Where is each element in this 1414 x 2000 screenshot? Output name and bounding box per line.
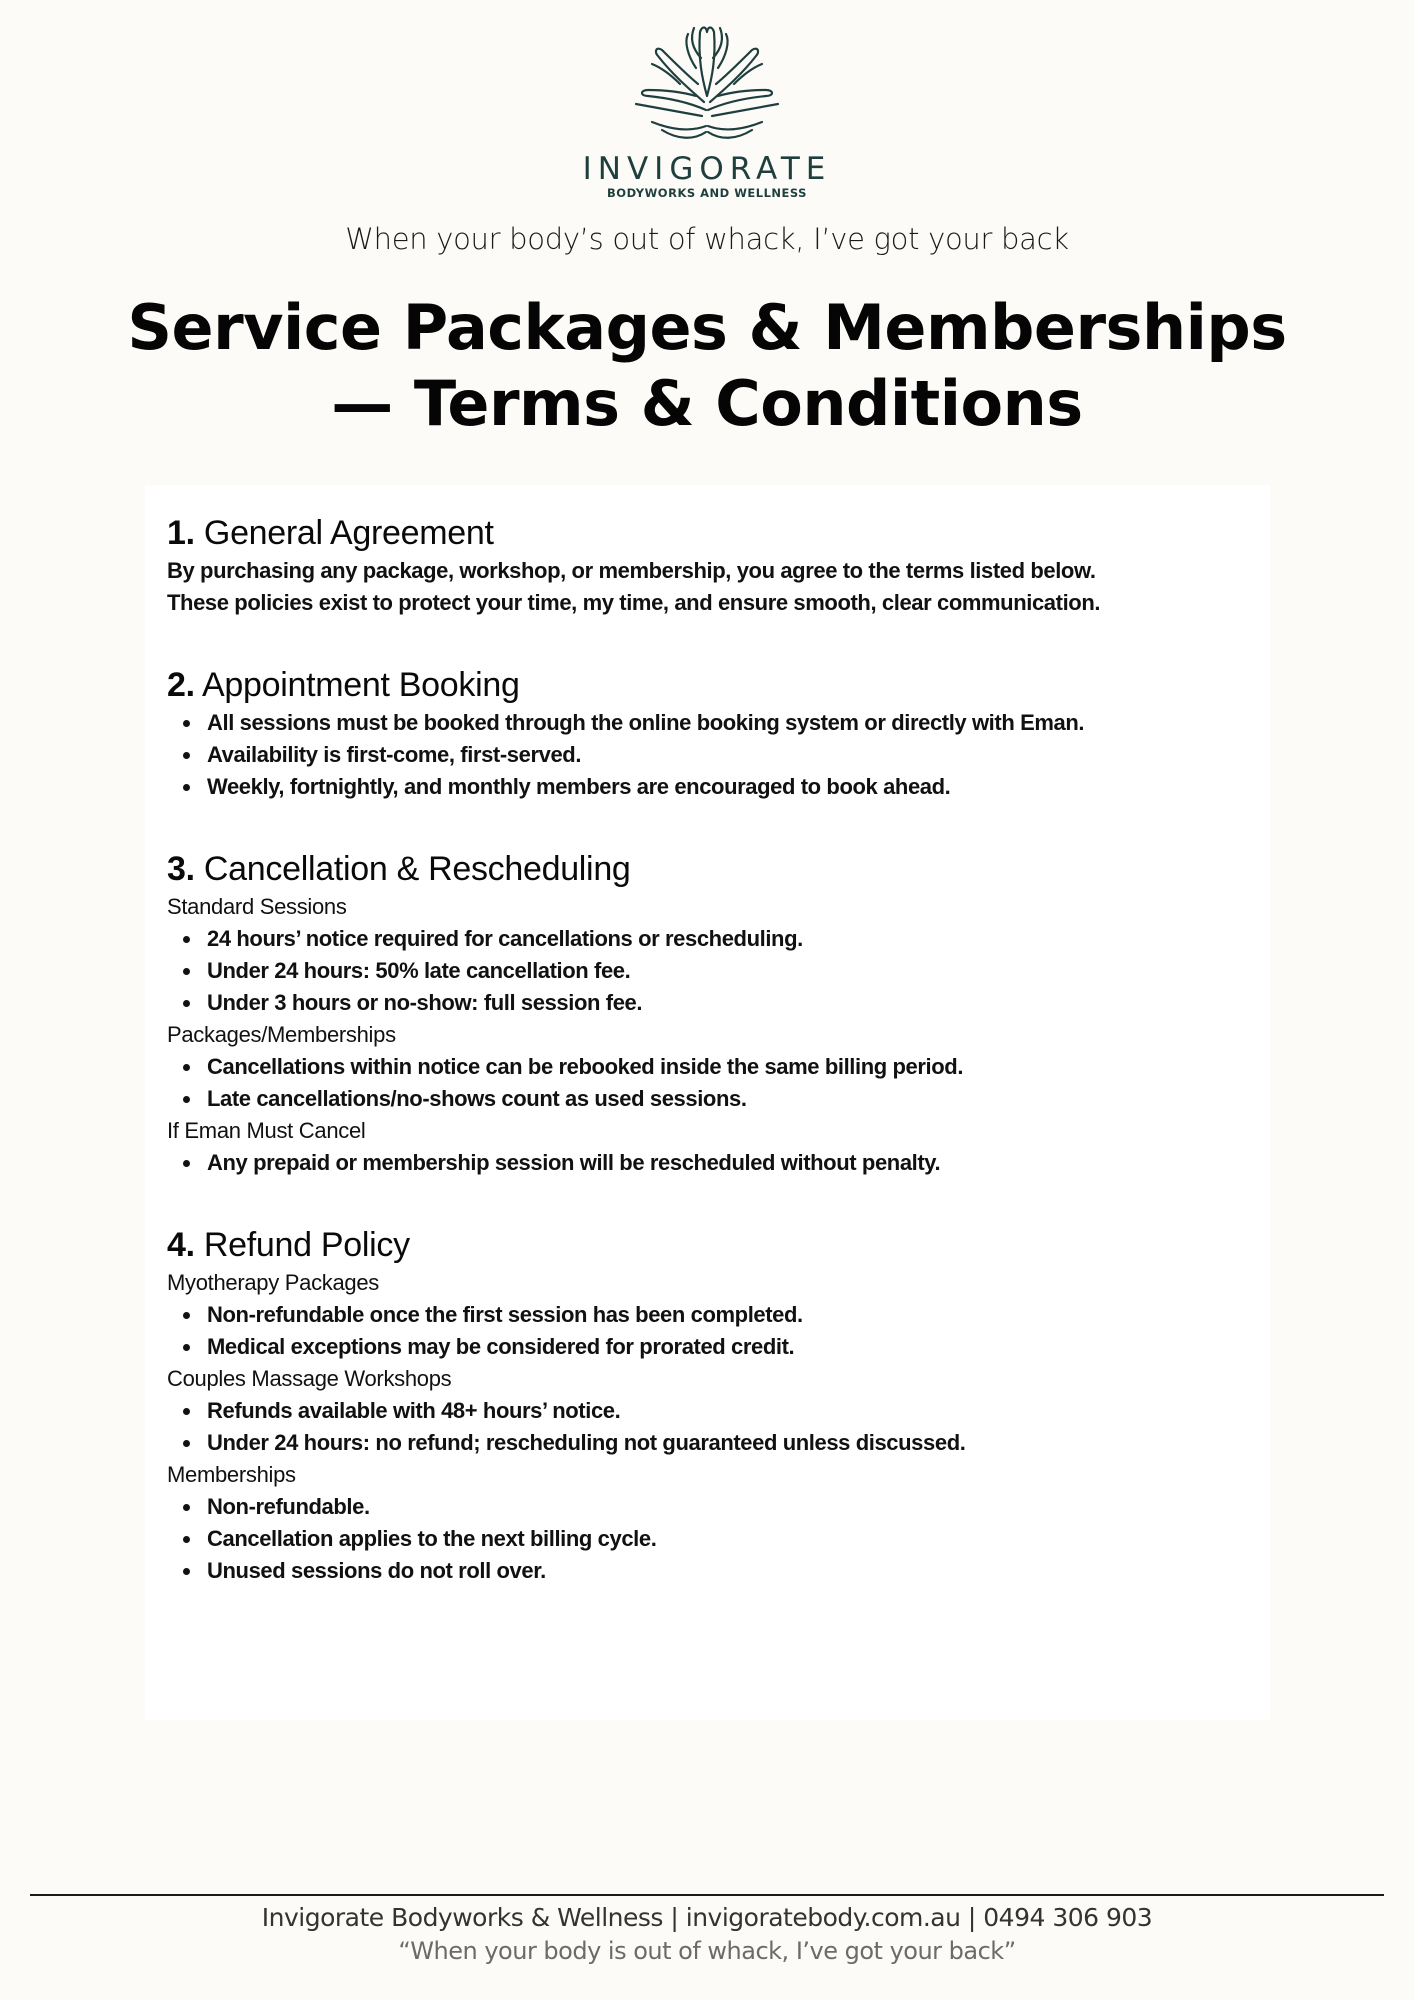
list-item: Under 24 hours: no refund; rescheduling not guaranteed unless discussed. (207, 1427, 1248, 1459)
list-item: Any prepaid or membership session will be rescheduled without penalty. (207, 1147, 1248, 1179)
paragraph: These policies exist to protect your time, my time, and ensure smooth, clear communication. (167, 590, 1101, 615)
list-item: 24 hours’ notice required for cancellations or rescheduling. (207, 923, 1248, 955)
section-number: 4. (167, 1226, 195, 1264)
list-item: Refunds available with 48+ hours’ notice. (207, 1395, 1248, 1427)
lotus-hands-icon (622, 18, 792, 148)
list-item: Weekly, fortnightly, and monthly members are encouraged to book ahead. (207, 771, 1248, 803)
bullet-list (167, 707, 1248, 803)
list-item: Late cancellations/no-shows count as used sessions. (207, 1083, 1248, 1115)
page-title (0, 290, 1414, 442)
terms-content (145, 485, 1270, 1720)
section-number: 2. (167, 666, 195, 704)
section-heading (167, 849, 1248, 889)
bullet-list (167, 1051, 1248, 1115)
footer-quote: “When your body is out of whack, I’ve got your back” (398, 1937, 1016, 1965)
section-heading (167, 513, 1248, 553)
section-title: Appointment Booking (202, 666, 520, 704)
list-item: All sessions must be booked through the online booking system or directly with Eman. (207, 707, 1248, 739)
bullet-list (167, 1147, 1248, 1179)
list-item: Under 24 hours: 50% late cancellation fee. (207, 955, 1248, 987)
subheading: If Eman Must Cancel (167, 1118, 366, 1143)
section-cancellation-rescheduling (167, 849, 1248, 1179)
subheading: Couples Massage Workshops (167, 1366, 452, 1391)
section-heading (167, 1225, 1248, 1265)
list-item: Cancellation applies to the next billing cycle. (207, 1523, 1248, 1555)
page-title-line-2: — Terms & Conditions (331, 367, 1083, 440)
section-heading (167, 665, 1248, 705)
list-item: Cancellations within notice can be rebooked inside the same billing period. (207, 1051, 1248, 1083)
bullet-list (167, 1491, 1248, 1587)
paragraph: By purchasing any package, workshop, or membership, you agree to the terms listed below. (167, 558, 1096, 583)
subheading: Memberships (167, 1462, 296, 1487)
section-appointment-booking (167, 665, 1248, 803)
footer-divider (30, 1894, 1384, 1896)
section-number: 1. (167, 514, 195, 552)
bullet-list (167, 1299, 1248, 1363)
bullet-list (167, 923, 1248, 1019)
tagline: When your body’s out of whack, I’ve got your back (345, 222, 1069, 256)
list-item: Availability is first-come, first-served. (207, 739, 1248, 771)
page-title-line-1: Service Packages & Memberships (127, 291, 1287, 364)
list-item: Unused sessions do not roll over. (207, 1555, 1248, 1587)
brand-name: INVIGORATE (582, 151, 832, 187)
bullet-list (167, 1395, 1248, 1459)
footer-contact: Invigorate Bodyworks & Wellness | invigoratebody.com.au | 0494 306 903 (261, 1903, 1153, 1932)
section-title: Cancellation & Rescheduling (203, 850, 631, 888)
list-item: Non-refundable. (207, 1491, 1248, 1523)
section-number: 3. (167, 850, 195, 888)
section-general-agreement (167, 513, 1248, 619)
brand-subtitle: BODYWORKS AND WELLNESS (607, 186, 807, 200)
list-item: Non-refundable once the first session has been completed. (207, 1299, 1248, 1331)
section-refund-policy (167, 1225, 1248, 1587)
list-item: Medical exceptions may be considered for prorated credit. (207, 1331, 1248, 1363)
brand-logo (0, 18, 1414, 200)
section-title: General Agreement (203, 514, 494, 552)
subheading: Myotherapy Packages (167, 1270, 379, 1295)
list-item: Under 3 hours or no-show: full session fee. (207, 987, 1248, 1019)
section-title: Refund Policy (203, 1226, 410, 1264)
subheading: Packages/Memberships (167, 1022, 396, 1047)
subheading: Standard Sessions (167, 894, 347, 919)
